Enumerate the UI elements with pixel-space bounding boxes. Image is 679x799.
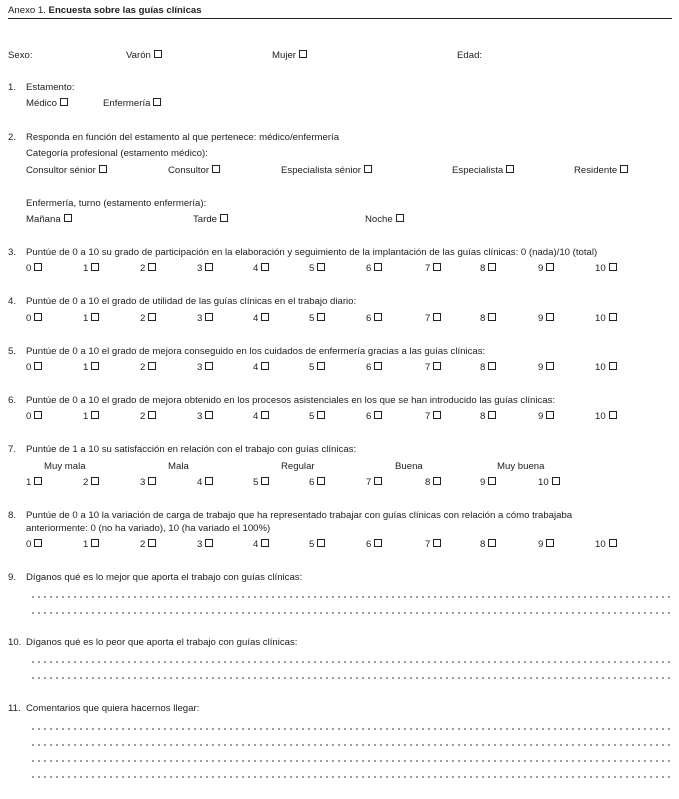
scale-option-label: 5 — [309, 362, 315, 373]
q1-number: 1. — [8, 82, 17, 93]
scale-option-label: 7 — [425, 313, 431, 324]
scale-option[interactable] — [253, 411, 269, 422]
scale-option-label: 1 — [83, 263, 89, 274]
scale-option-label: 4 — [253, 362, 259, 373]
scale-option[interactable] — [83, 477, 99, 488]
checkbox[interactable] — [34, 411, 42, 419]
q2-opt-manana[interactable]: Mañana — [26, 214, 72, 225]
scale-option-label: 4 — [253, 411, 259, 422]
scale-option[interactable] — [425, 313, 441, 324]
q10-answer-line[interactable] — [30, 677, 672, 679]
scale-option-label: 1 — [83, 539, 89, 550]
scale-option-label: 6 — [366, 263, 372, 274]
q6-number: 6. — [8, 395, 17, 406]
q7-anchor-mala: Mala — [168, 461, 189, 472]
scale-option-label: 10 — [538, 477, 549, 488]
scale-option-label: 7 — [425, 411, 431, 422]
checkbox[interactable] — [609, 411, 617, 419]
checkbox[interactable] — [205, 477, 213, 485]
checkbox[interactable] — [552, 477, 560, 485]
scale-option[interactable] — [366, 263, 382, 274]
scale-option[interactable] — [480, 313, 496, 324]
scale-option-label: 7 — [425, 263, 431, 274]
scale-option[interactable] — [425, 539, 441, 550]
scale-option[interactable] — [253, 362, 269, 373]
scale-option[interactable] — [366, 477, 382, 488]
scale-option-label: 7 — [366, 477, 372, 488]
scale-option[interactable] — [538, 263, 554, 274]
checkbox[interactable] — [609, 263, 617, 271]
checkbox[interactable] — [506, 165, 514, 173]
checkbox[interactable] — [488, 313, 496, 321]
scale-option-label: 10 — [595, 539, 606, 550]
checkbox[interactable] — [148, 477, 156, 485]
scale-option[interactable] — [140, 313, 156, 324]
scale-option[interactable] — [140, 362, 156, 373]
q2-opt-tarde[interactable]: Tarde — [193, 214, 228, 225]
varon-option[interactable]: Varón — [126, 50, 162, 61]
scale-option-label: 3 — [197, 263, 203, 274]
q10-number: 10. — [8, 637, 22, 648]
checkbox[interactable] — [148, 539, 156, 547]
scale-option-label: 9 — [480, 477, 486, 488]
checkbox[interactable] — [205, 263, 213, 271]
scale-option-label: 1 — [26, 477, 32, 488]
scale-option[interactable] — [480, 411, 496, 422]
q7-text: Puntúe de 1 a 10 su satisfacción en relación con el trabajo con guías clínicas: — [26, 444, 357, 455]
scale-option-label: 5 — [253, 477, 259, 488]
q4-text: Puntúe de 0 a 10 el grado de utilidad de las guías clínicas en el trabajo diario: — [26, 296, 357, 307]
scale-option-label: 9 — [538, 539, 544, 550]
q8-text-line1: Puntúe de 0 a 10 la variación de carga de trabajo que ha representado trabajar con guías clínicas con relación a cómo trabajaba — [26, 510, 573, 521]
q7-anchor-buena: Buena — [395, 461, 423, 472]
checkbox[interactable] — [546, 263, 554, 271]
scale-option-label: 6 — [366, 411, 372, 422]
scale-option-label: 7 — [425, 539, 431, 550]
checkbox[interactable] — [609, 362, 617, 370]
checkbox[interactable] — [261, 539, 269, 547]
checkbox[interactable] — [609, 539, 617, 547]
scale-option-label: 0 — [26, 362, 32, 373]
checkbox[interactable] — [317, 263, 325, 271]
checkbox[interactable] — [261, 263, 269, 271]
scale-option-label: 3 — [197, 411, 203, 422]
scale-option[interactable] — [140, 539, 156, 550]
scale-option[interactable] — [595, 362, 617, 373]
checkbox[interactable] — [364, 165, 372, 173]
checkbox[interactable] — [261, 477, 269, 485]
varon-checkbox[interactable] — [154, 50, 162, 58]
scale-option[interactable] — [595, 539, 617, 550]
checkbox[interactable] — [488, 263, 496, 271]
checkbox[interactable] — [374, 313, 382, 321]
scale-option[interactable] — [595, 313, 617, 324]
q11-answer-line[interactable] — [30, 728, 672, 730]
annex-title-text: Encuesta sobre las guías clínicas — [48, 5, 202, 16]
q9-number: 9. — [8, 572, 17, 583]
checkbox[interactable] — [60, 98, 68, 106]
scale-option-label: 3 — [197, 539, 203, 550]
checkbox[interactable] — [261, 313, 269, 321]
q8-number: 8. — [8, 510, 17, 521]
edad-label: Edad: — [457, 50, 483, 61]
q2-text: Responda en función del estamento al que pertenece: médico/enfermería — [26, 132, 340, 143]
scale-option-label: 6 — [366, 539, 372, 550]
scale-option[interactable] — [253, 313, 269, 324]
scale-option[interactable] — [197, 477, 213, 488]
scale-option-label: 7 — [425, 362, 431, 373]
checkbox[interactable] — [374, 539, 382, 547]
q1-text: Estamento: — [26, 82, 75, 93]
scale-option-label: 9 — [538, 263, 544, 274]
scale-option[interactable] — [309, 263, 325, 274]
scale-option[interactable] — [26, 362, 42, 373]
checkbox[interactable] — [153, 98, 161, 106]
scale-option[interactable] — [197, 539, 213, 550]
q10-answer-line[interactable] — [30, 661, 672, 663]
checkbox[interactable] — [148, 263, 156, 271]
scale-option-label: 5 — [309, 539, 315, 550]
scale-option[interactable] — [538, 539, 554, 550]
checkbox[interactable] — [374, 362, 382, 370]
checkbox[interactable] — [433, 477, 441, 485]
scale-option[interactable] — [83, 539, 99, 550]
scale-option[interactable] — [253, 539, 269, 550]
checkbox[interactable] — [148, 362, 156, 370]
annex-prefix: Anexo 1. — [8, 5, 46, 16]
scale-option[interactable] — [425, 477, 441, 488]
scale-option[interactable] — [197, 263, 213, 274]
scale-option[interactable] — [425, 411, 441, 422]
scale-option[interactable] — [140, 477, 156, 488]
checkbox[interactable] — [317, 313, 325, 321]
q9-text: Díganos qué es lo mejor que aporta el trabajo con guías clínicas: — [26, 572, 303, 583]
checkbox[interactable] — [148, 411, 156, 419]
q7-anchor-muy-mala: Muy mala — [44, 461, 86, 472]
checkbox[interactable] — [433, 362, 441, 370]
checkbox[interactable] — [34, 362, 42, 370]
scale-option[interactable] — [83, 263, 99, 274]
scale-option[interactable] — [480, 263, 496, 274]
scale-option[interactable] — [480, 539, 496, 550]
q2-opt-consultor[interactable]: Consultor — [168, 165, 220, 176]
checkbox[interactable] — [374, 263, 382, 271]
checkbox[interactable] — [546, 362, 554, 370]
scale-option[interactable] — [538, 362, 554, 373]
checkbox[interactable] — [317, 362, 325, 370]
scale-option[interactable] — [197, 313, 213, 324]
scale-option-label: 3 — [197, 313, 203, 324]
checkbox[interactable] — [433, 313, 441, 321]
checkbox[interactable] — [546, 411, 554, 419]
scale-option-label: 9 — [538, 313, 544, 324]
scale-option-label: 3 — [197, 362, 203, 373]
checkbox[interactable] — [609, 313, 617, 321]
q11-text: Comentarios que quiera hacernos llegar: — [26, 703, 200, 714]
scale-option[interactable] — [140, 411, 156, 422]
checkbox[interactable] — [546, 313, 554, 321]
scale-option-label: 8 — [480, 411, 486, 422]
scale-option[interactable] — [309, 362, 325, 373]
scale-option-label: 5 — [309, 411, 315, 422]
scale-option[interactable] — [538, 313, 554, 324]
q2-opt-especialista[interactable]: Especialista — [452, 165, 514, 176]
scale-option[interactable] — [253, 477, 269, 488]
q7-anchor-muy-buena: Muy buena — [497, 461, 545, 472]
scale-option[interactable] — [480, 477, 496, 488]
checkbox[interactable] — [205, 539, 213, 547]
scale-option[interactable] — [83, 362, 99, 373]
checkbox[interactable] — [212, 165, 220, 173]
checkbox[interactable] — [205, 313, 213, 321]
q9-answer-line[interactable] — [30, 612, 672, 614]
header-rule — [8, 18, 672, 19]
checkbox[interactable] — [620, 165, 628, 173]
scale-option-label: 9 — [538, 362, 544, 373]
q1-option-enfermeria[interactable]: Enfermería — [103, 98, 161, 109]
scale-option-label: 1 — [83, 313, 89, 324]
checkbox[interactable] — [374, 411, 382, 419]
scale-option[interactable] — [366, 313, 382, 324]
scale-option[interactable] — [83, 313, 99, 324]
scale-option[interactable] — [309, 313, 325, 324]
q10-text: Díganos qué es lo peor que aporta el trabajo con guías clínicas: — [26, 637, 298, 648]
scale-option-label: 5 — [309, 313, 315, 324]
scale-option-label: 2 — [140, 539, 146, 550]
scale-option[interactable] — [366, 539, 382, 550]
checkbox[interactable] — [261, 362, 269, 370]
checkbox[interactable] — [91, 263, 99, 271]
scale-option[interactable] — [26, 477, 42, 488]
scale-option-label: 1 — [83, 411, 89, 422]
checkbox[interactable] — [34, 263, 42, 271]
scale-option-label: 10 — [595, 411, 606, 422]
scale-option[interactable] — [480, 362, 496, 373]
scale-option-label: 0 — [26, 263, 32, 274]
checkbox[interactable] — [488, 539, 496, 547]
q11-number: 11. — [8, 703, 21, 714]
q11-answer-line[interactable] — [30, 776, 672, 778]
checkbox[interactable] — [374, 477, 382, 485]
scale-option-label: 2 — [83, 477, 89, 488]
checkbox[interactable] — [34, 313, 42, 321]
scale-option[interactable] — [595, 263, 617, 274]
checkbox[interactable] — [220, 214, 228, 222]
q3-text: Puntúe de 0 a 10 su grado de participación en la elaboración y seguimiento de la implantación de las guías clínicas: 0 (nada)/10 (total) — [26, 247, 598, 258]
scale-option[interactable] — [26, 411, 42, 422]
scale-option[interactable] — [309, 411, 325, 422]
scale-option-label: 0 — [26, 411, 32, 422]
q2-opt-especialista-senior[interactable]: Especialista sénior — [281, 165, 372, 176]
checkbox[interactable] — [91, 313, 99, 321]
checkbox[interactable] — [34, 539, 42, 547]
checkbox[interactable] — [488, 362, 496, 370]
q2-medico-label: Categoría profesional (estamento médico): — [26, 148, 208, 159]
scale-option[interactable] — [366, 411, 382, 422]
scale-option-label: 0 — [26, 313, 32, 324]
scale-option[interactable] — [26, 539, 42, 550]
q2-opt-residente[interactable]: Residente — [574, 165, 628, 176]
checkbox[interactable] — [148, 313, 156, 321]
checkbox[interactable] — [433, 263, 441, 271]
scale-option[interactable] — [140, 263, 156, 274]
q7-number: 7. — [8, 444, 17, 455]
scale-option-label: 8 — [480, 313, 486, 324]
q11-answer-line[interactable] — [30, 744, 672, 746]
mujer-checkbox[interactable] — [299, 50, 307, 58]
checkbox[interactable] — [91, 411, 99, 419]
scale-option-label: 10 — [595, 263, 606, 274]
checkbox[interactable] — [91, 362, 99, 370]
annex-title — [8, 5, 202, 16]
checkbox[interactable] — [205, 362, 213, 370]
checkbox[interactable] — [317, 539, 325, 547]
scale-option-label: 6 — [309, 477, 315, 488]
scale-option[interactable] — [26, 313, 42, 324]
checkbox[interactable] — [433, 539, 441, 547]
q11-answer-line[interactable] — [30, 760, 672, 762]
checkbox[interactable] — [91, 539, 99, 547]
q6-text: Puntúe de 0 a 10 el grado de mejora obtenido en los procesos asistenciales en los que se han introducido las guías clínicas: — [26, 395, 556, 406]
scale-option-label: 0 — [26, 539, 32, 550]
checkbox[interactable] — [99, 165, 107, 173]
checkbox[interactable] — [34, 477, 42, 485]
checkbox[interactable] — [396, 214, 404, 222]
scale-option-label: 2 — [140, 362, 146, 373]
scale-option-label: 2 — [140, 313, 146, 324]
scale-option-label: 8 — [425, 477, 431, 488]
scale-option-label: 8 — [480, 362, 486, 373]
q7-anchor-regular: Regular — [281, 461, 315, 472]
scale-option-label: 1 — [83, 362, 89, 373]
checkbox[interactable] — [433, 411, 441, 419]
scale-option[interactable] — [538, 477, 560, 488]
scale-option[interactable] — [26, 263, 42, 274]
checkbox[interactable] — [261, 411, 269, 419]
scale-option-label: 3 — [140, 477, 146, 488]
scale-option[interactable] — [197, 411, 213, 422]
mujer-option[interactable]: Mujer — [272, 50, 307, 61]
scale-option-label: 2 — [140, 263, 146, 274]
scale-option-label: 8 — [480, 263, 486, 274]
q5-number: 5. — [8, 346, 17, 357]
scale-option[interactable] — [425, 362, 441, 373]
scale-option[interactable] — [309, 477, 325, 488]
scale-option[interactable] — [253, 263, 269, 274]
checkbox[interactable] — [546, 539, 554, 547]
sexo-label: Sexo: — [8, 50, 33, 61]
scale-option[interactable] — [538, 411, 554, 422]
scale-option[interactable] — [83, 411, 99, 422]
checkbox[interactable] — [317, 411, 325, 419]
checkbox[interactable] — [205, 411, 213, 419]
q3-number: 3. — [8, 247, 17, 258]
scale-option-label: 9 — [538, 411, 544, 422]
scale-option[interactable] — [309, 539, 325, 550]
checkbox[interactable] — [488, 477, 496, 485]
q2-opt-noche[interactable]: Noche — [365, 214, 404, 225]
checkbox[interactable] — [64, 214, 72, 222]
checkbox[interactable] — [317, 477, 325, 485]
q8-text-line2: anteriormente: 0 (no ha variado), 10 (ha variado el 100%) — [26, 523, 271, 534]
checkbox[interactable] — [91, 477, 99, 485]
checkbox[interactable] — [488, 411, 496, 419]
scale-option-label: 10 — [595, 313, 606, 324]
scale-option-label: 2 — [140, 411, 146, 422]
scale-option[interactable] — [425, 263, 441, 274]
scale-option-label: 4 — [197, 477, 203, 488]
scale-option-label: 5 — [309, 263, 315, 274]
q2-enf-label: Enfermería, turno (estamento enfermería): — [26, 198, 207, 209]
scale-option[interactable] — [366, 362, 382, 373]
scale-option[interactable] — [197, 362, 213, 373]
scale-option-label: 6 — [366, 313, 372, 324]
q4-number: 4. — [8, 296, 17, 307]
scale-option-label: 4 — [253, 313, 259, 324]
scale-option-label: 4 — [253, 539, 259, 550]
q9-answer-line[interactable] — [30, 596, 672, 598]
scale-option-label: 8 — [480, 539, 486, 550]
q2-number: 2. — [8, 132, 17, 143]
scale-option-label: 6 — [366, 362, 372, 373]
scale-option[interactable] — [595, 411, 617, 422]
q1-option-medico[interactable]: Médico — [26, 98, 68, 109]
q5-text: Puntúe de 0 a 10 el grado de mejora conseguido en los cuidados de enfermería gracias a las guías clínicas: — [26, 346, 486, 357]
q2-opt-consultor-senior[interactable]: Consultor sénior — [26, 165, 107, 176]
scale-option-label: 4 — [253, 263, 259, 274]
scale-option-label: 10 — [595, 362, 606, 373]
